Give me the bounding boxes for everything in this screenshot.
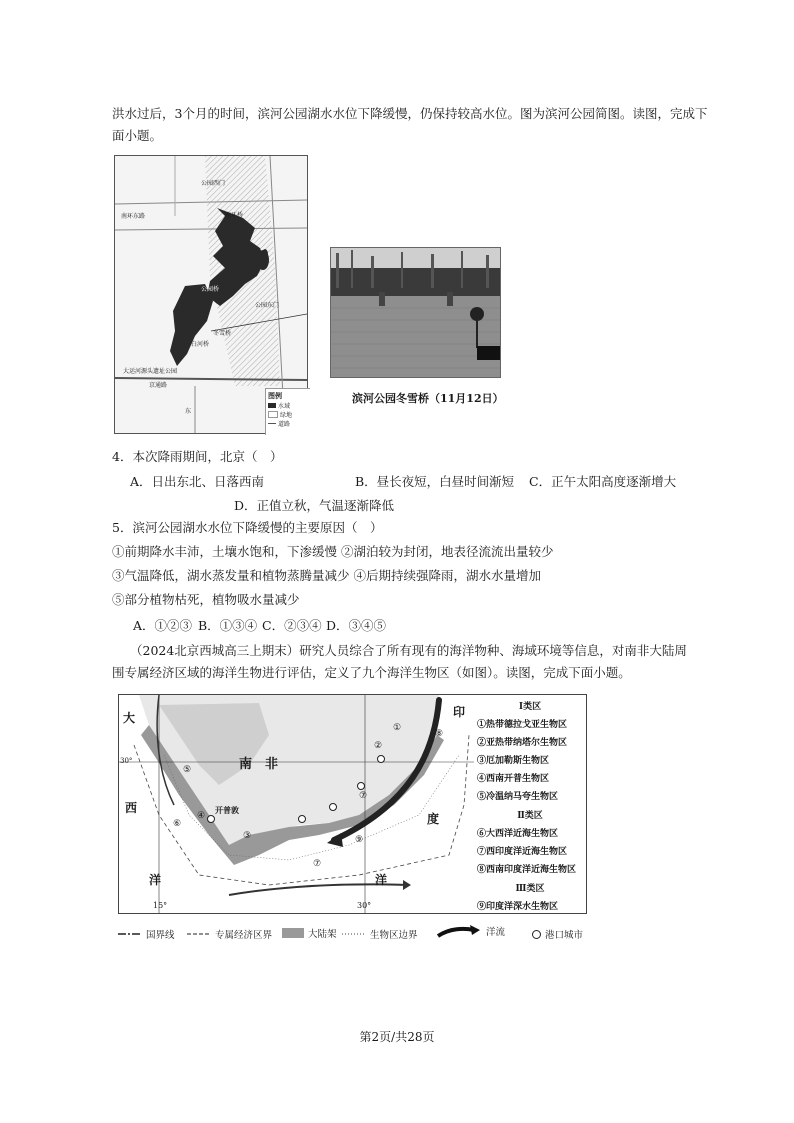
legend-port-label: 港口城市 — [545, 930, 584, 941]
map-zone-5: ⑤ — [183, 765, 192, 775]
zone-3: ③厄加勒斯生物区 — [477, 756, 550, 766]
legend-eez-label: 专属经济区界 — [215, 930, 273, 941]
label-du: 度 — [427, 812, 440, 826]
legend-green-row — [268, 410, 308, 419]
zone-7: ⑦西印度洋近海生物区 — [477, 847, 568, 857]
label-park-east-gate: 公园东门 — [255, 302, 280, 309]
q5-statements-3-4 — [112, 568, 541, 584]
label-highway: 京通路 — [149, 382, 168, 389]
q4-stem: 4．本次降雨期间，北京（ ） — [112, 449, 283, 464]
q4-option-d: D．正值立秋，气温逐渐降低 — [234, 498, 395, 513]
q4-option-c: C．正午太阳高度逐渐增大 — [529, 474, 677, 489]
label-park-bridge: 公园桥 — [201, 286, 220, 293]
legend-port-icon — [532, 930, 541, 939]
q4-option-a: A．日出东北、日落西南 — [130, 474, 265, 489]
legend-current-label: 洋流 — [486, 927, 506, 938]
legend-border-line — [118, 931, 142, 937]
label-yin: 印 — [453, 705, 466, 719]
map-zone-2: ② — [374, 741, 383, 751]
legend-current — [436, 924, 505, 938]
label-south-africa: 南 非 — [239, 757, 279, 772]
zone-1: ①热带德拉戈亚生物区 — [477, 720, 568, 730]
legend-current-arrow — [436, 924, 482, 938]
map-zone-7b: ⑦ — [313, 859, 322, 869]
q5-stem: 5．滨河公园湖水水位下降缓慢的主要原因（ ） — [112, 520, 383, 535]
legend-border — [118, 927, 175, 941]
zone-class-3: Ⅲ类区 — [515, 884, 545, 894]
map-zone-8: ⑧ — [435, 729, 444, 739]
label-lon-15: 15° — [153, 901, 168, 910]
map-zone-9: ⑨ — [355, 835, 364, 845]
legend-eez — [187, 927, 272, 941]
photo-caption: 滨河公园冬雪桥（11月12日） — [352, 392, 504, 405]
label-park-west-gate: 公园西门 — [201, 180, 226, 187]
label-lon-30: 30° — [357, 901, 372, 910]
q5-statement-2: ②湖泊较为封闭，地表径流流出量较少 — [341, 544, 554, 559]
zone-9: ⑨印度洋深水生物区 — [477, 902, 559, 912]
zone-class-1: Ⅰ类区 — [518, 702, 542, 712]
map-zone-4: ④ — [197, 811, 206, 821]
q5-option-d: D．③④⑤ — [326, 618, 387, 633]
map-zone-7a: ⑦ — [359, 791, 368, 801]
zone-legend — [474, 694, 587, 914]
legend-eez-line — [187, 931, 211, 937]
map-zone-6: ⑥ — [173, 819, 182, 829]
label-lat-30: 30° — [120, 757, 133, 765]
legend-green-swatch — [268, 411, 278, 418]
zone-6: ⑥大西洋近海生物区 — [477, 829, 559, 839]
label-yang-left: 洋 — [149, 873, 162, 887]
q5-statement-5: ⑤部分植物枯死，植物吸水量减少 — [112, 592, 300, 607]
legend-water-swatch — [268, 403, 276, 408]
legend-road: 道路 — [278, 421, 291, 428]
label-east-road: 东 — [185, 408, 192, 415]
q5-statements-1-2 — [112, 544, 554, 560]
label-yang-right: 洋 — [375, 873, 388, 887]
map-zone-3: ③ — [243, 831, 252, 841]
legend-border-label: 国界线 — [146, 930, 175, 941]
q4-option-b: B．昼长夜短，白昼时间渐短 — [355, 474, 515, 489]
q5-option-b: B．①③④ — [198, 618, 258, 633]
legend-shelf-swatch — [282, 928, 304, 938]
q5-option-a: A．①②③ — [133, 618, 193, 633]
label-baihe-bridge: 白河桥 — [191, 341, 210, 348]
label-capetown: 开普敦 — [215, 805, 239, 815]
park-map-legend — [265, 388, 310, 435]
winter-bridge-photo — [330, 247, 501, 378]
label-nanhuan-bridge: 南环桥 — [225, 212, 244, 219]
q5-option-c: C．②③④ — [262, 618, 322, 633]
label-da: 大 — [123, 711, 136, 725]
zone-class-2: Ⅱ类区 — [517, 811, 543, 821]
label-dongxue-bridge: 冬雪桥 — [213, 330, 232, 337]
photo-drawing — [331, 248, 500, 377]
zone-8: ⑧西南印度洋近海生物区 — [477, 865, 577, 875]
q5-statement-3: ③气温降低，湖水蒸发量和植物蒸腾量减少 — [112, 568, 350, 583]
q5-statement-1: ①前期降水丰沛，土壤水饱和，下渗缓慢 — [112, 544, 338, 559]
legend-road-swatch — [268, 423, 276, 424]
legend-shelf-label: 大陆架 — [308, 929, 337, 940]
legend-water: 水域 — [278, 403, 291, 410]
intro-line-1: 洪水过后，3个月的时间，滨河公园湖水水位下降缓慢，仍保持较高水位。图为滨河公园简图。读图，完成下 — [112, 106, 708, 121]
q5-statement-4: ④后期持续强降雨，湖水水量增加 — [353, 568, 542, 583]
legend-shelf — [282, 926, 337, 940]
legend-bio-label: 生物区边界 — [370, 930, 418, 941]
zone-2: ②亚热带纳塔尔生物区 — [477, 738, 568, 748]
legend-bio-boundary — [342, 927, 418, 941]
map-zone-1: ① — [393, 723, 402, 733]
legend-water-row — [268, 401, 308, 410]
legend-title: 图例 — [268, 391, 282, 400]
park-map — [114, 155, 308, 434]
label-nanhuan-east-road: 南环东路 — [121, 213, 146, 220]
sa-map-drawing — [119, 695, 475, 913]
next-intro-line-2: 围专属经济区域的海洋生物进行评估，定义了九个海洋生物区（如图）。读图，完成下面小题。 — [112, 665, 631, 680]
legend-port — [532, 927, 583, 941]
legend-green: 绿地 — [280, 412, 293, 419]
legend-road-row — [268, 419, 308, 428]
intro-line-2: 面小题。 — [112, 128, 163, 143]
label-canal-site: 大运河源头遗址公园 — [123, 368, 178, 375]
page-footer: 第2页/共28页 — [359, 1030, 435, 1044]
zone-5: ⑤冷温纳马夸生物区 — [477, 792, 559, 802]
label-xi: 西 — [125, 801, 138, 815]
next-intro-line-1: （2024北京西城高三上期末）研究人员综合了所有现有的海洋物种、海域环境等信息，对南非大陆周 — [130, 643, 687, 658]
zone-4: ④西南开普生物区 — [477, 774, 550, 784]
legend-bio-line — [342, 931, 366, 937]
south-africa-map — [118, 694, 476, 914]
